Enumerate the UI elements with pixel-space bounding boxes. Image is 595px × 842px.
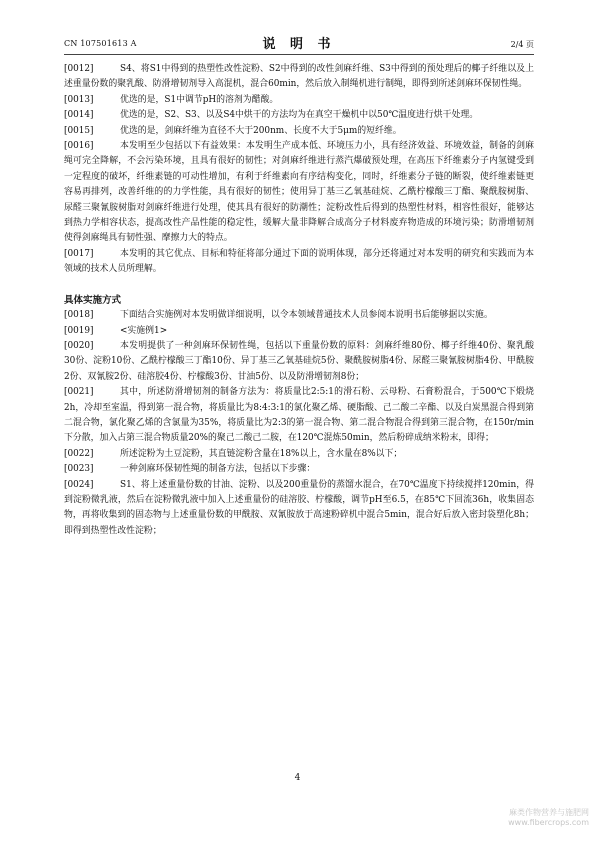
page-header [64,30,534,55]
paragraph-text: 优选的是，S1中调节pH的溶剂为醋酸。 [120,94,279,105]
document-title: 说 明 书 [262,37,336,52]
paragraph-text: 优选的是，S2、S3、以及S4中烘干的方法均为在真空干燥机中以50℃温度进行烘干处理。 [120,110,479,121]
paragraph-text: 优选的是，剑麻纤维为直径不大于200nm、长度不大于5μm的短纤维。 [120,125,402,136]
paragraph-number: [0022] [64,448,94,459]
paragraph-0023 [64,462,534,477]
paragraph-text: S4、将S1中得到的热塑性改性淀粉、S2中得到的改性剑麻纤维、S3中得到的预处理后的椰子纤维以及上述重量份数的聚乳酸、防滑增韧剂导入高混机，混合60min，然后放入制绳机进行制绳，即得到所述剑麻环保韧性绳。 [64,64,534,90]
paragraph-number: [0019] [64,325,94,336]
paragraph-number: [0018] [64,310,94,321]
paragraph-0024 [64,478,534,540]
page-number: 4 [294,773,301,783]
paragraph-text: 所述淀粉为土豆淀粉，其直链淀粉含量在18%以上，含水量在8%以下； [120,448,403,459]
paragraph-text: 本发明提供了一种剑麻环保韧性绳，包括以下重量份数的原料：剑麻纤维80份、椰子纤维40份、聚乳酸30份、淀粉10份、乙酰柠檬酸三丁酯10份、异丁基三乙氧基硅烷5份、聚酰胺树脂4份、尿醛三聚氰胺树脂4份、甲酰胺2份、双氰胺2份、硅溶胶4份、柠檬酸3份、甘油5份、以及防滑增韧剂8份； [64,340,534,382]
paragraph-0016 [64,139,534,247]
paragraph-number: [0017] [64,248,94,259]
paragraph-0019 [64,324,534,339]
paragraph-text: 下面结合实施例对本发明做详细说明，以令本领域普通技术人员参阅本说明书后能够据以实施。 [120,310,493,321]
paragraph-text: 其中，所述防滑增韧剂的制备方法为：将质量比2:5:1的滑石粉、云母粉、石膏粉混合，于500℃下煅烧2h，冷却至室温，得到第一混合物，将质量比为8:4:3:1的氯化聚乙烯、硬脂酸、己二酸二辛酯、以及白炭黑混合得到第二混合物，氯化聚乙烯的含氯量为35%，将质量比为2:3的第一混合物、第二混合物混合得到第三混合物，在150r/min下分散，加入占第三混合物质量20%的聚己二酸己二胺，在120℃混炼50min，然后粉碎成纳米粉末，即得； [64,387,534,444]
paragraph-0020 [64,339,534,385]
paragraph-number: [0021] [64,387,94,398]
paragraph-number: [0016] [64,141,94,152]
paragraph-0015 [64,124,534,139]
section-title: 具体实施方式 [64,294,122,306]
paragraph-number: [0015] [64,125,94,136]
paragraph-number: [0020] [64,340,94,351]
paragraph-number: [0024] [64,479,94,490]
paragraph-text: 本发明的其它优点、目标和特征将部分通过下面的说明体现，部分还将通过对本发明的研究和实践而为本领域的技术人员所理解。 [64,248,534,275]
watermark-url: www.fibercrops.com [508,818,589,827]
page-of: 2/4 页 [510,40,534,49]
paragraph-0021 [64,385,534,447]
document-body [64,62,534,539]
watermark [508,808,589,828]
paragraph-number: [0013] [64,94,94,105]
watermark-site-name: 麻类作物营养与施肥网 [509,808,589,817]
paragraph-number: [0023] [64,464,94,475]
publication-number: CN 107501613 A [64,39,137,48]
paragraph-text: <实施例1> [120,325,168,336]
paragraph-0013 [64,93,534,108]
paragraph-0012 [64,62,534,93]
paragraph-text: 一种剑麻环保韧性绳的制备方法，包括以下步骤： [120,464,316,475]
paragraph-number: [0012] [64,64,94,74]
paragraph-0018 [64,308,534,323]
paragraph-0022 [64,447,534,462]
paragraph-text: 本发明至少包括以下有益效果：本发明生产成本低、环境压力小，具有经济效益、环境效益，制备的剑麻绳可完全降解，不会污染环境，且具有很好的韧性；对剑麻纤维进行蒸汽爆破预处理，在高压下纤维素分子内氢键受到一定程度的破坏，纤维素链的可动性增加，有利于纤维素向有序结构变化，同时，纤维素分子链的断裂，使纤维素链更容易再排列，改善纤维的的力学性能，具有很好的韧性；使用异丁基三乙氧基硅烷、乙酰柠檬酸三丁酯、聚酰胺树脂、尿醛三聚氰胺树脂对剑麻纤维进行处理，使其具有很好的防潮性；淀粉改性后得到的热塑性材料，相容性很好，能够达到热力学相容状态，提高改性产品性能的稳定性，缓解大量非降解合成高分子材料废弃物造成的环境污染；防滑增韧剂使得剑麻绳具有韧性强、摩擦力大的特点。 [64,141,534,244]
paragraph-0017 [64,247,534,278]
paragraph-number: [0014] [64,110,94,121]
paragraph-0014 [64,108,534,123]
paragraph-text: S1、将上述重量份数的甘油、淀粉、以及200重量份的蒸馏水混合，在70℃温度下持续搅拌120min，得到淀粉微乳液，然后在淀粉微乳液中加入上述重量份的硅溶胶、柠檬酸，调节pH至6.5，在85℃下回流36h，收集固态物，再将收集到的固态物与上述重量份数的甲酰胺、双氰胺放于高速粉碎机中混合5min，混合好后放入密封袋塑化8h；即得到热塑性改性淀粉； [64,479,534,536]
